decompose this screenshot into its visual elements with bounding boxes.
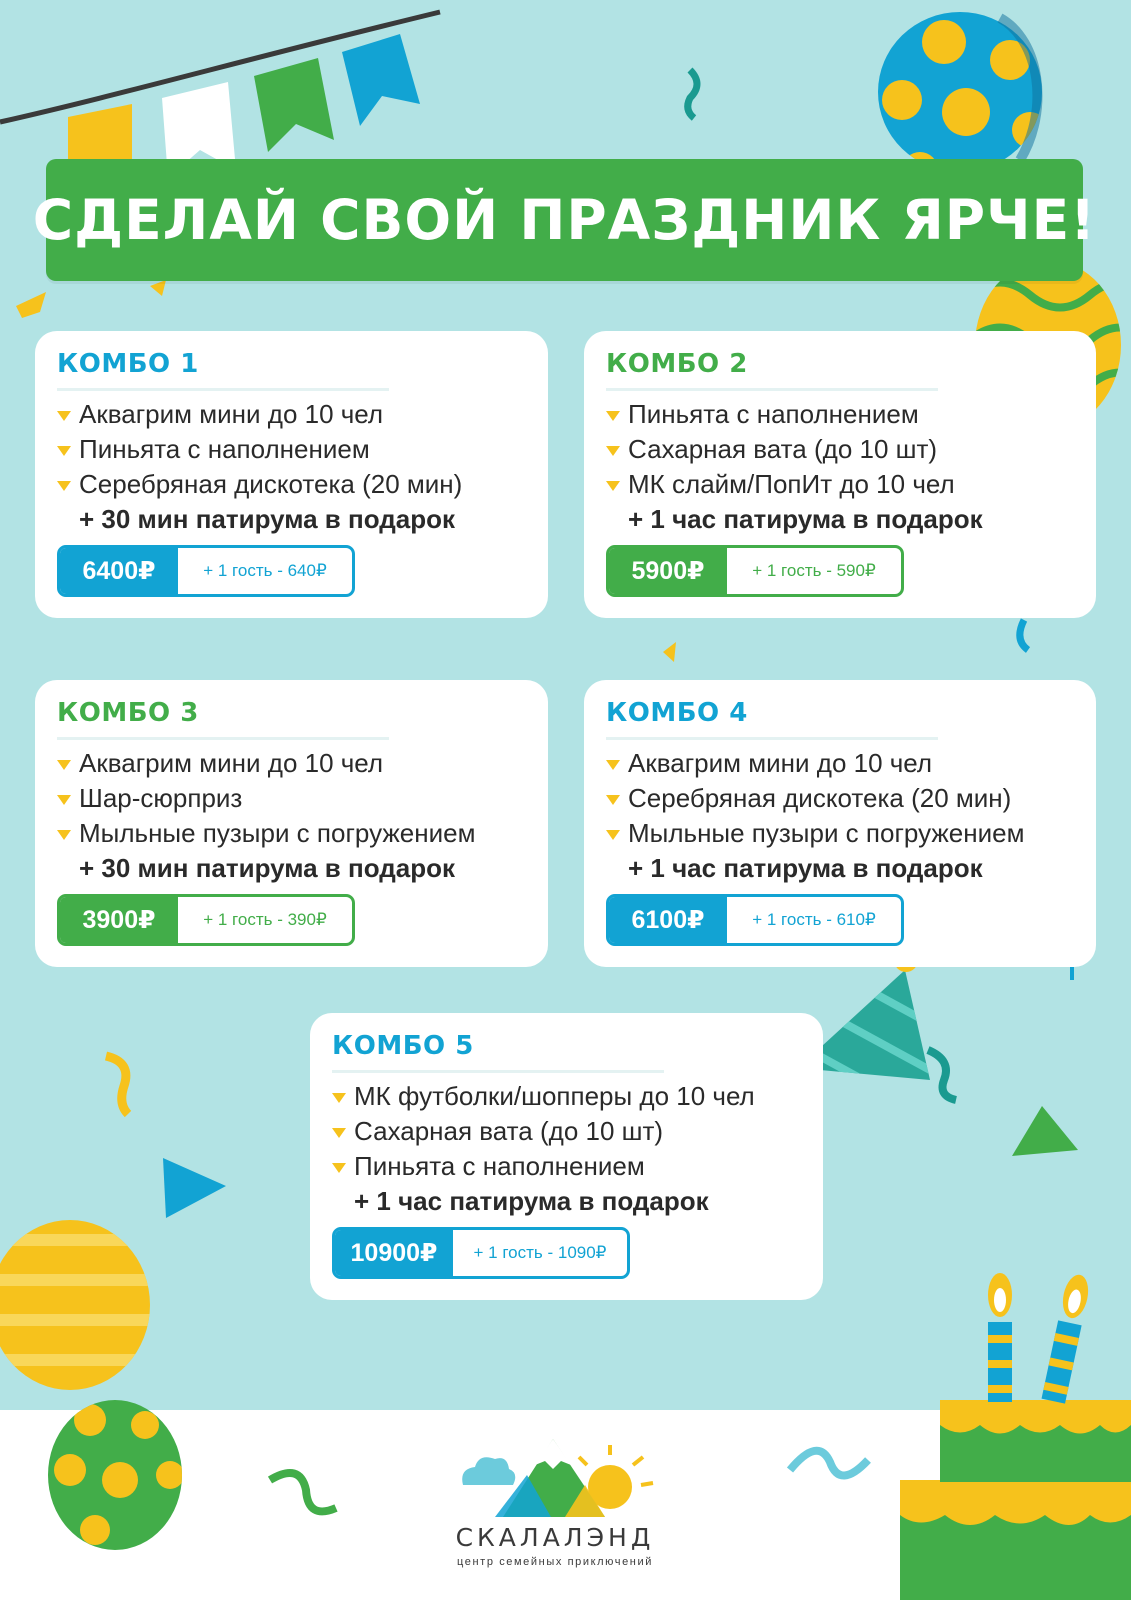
triangle-bullet-icon bbox=[57, 411, 71, 421]
combo-title: КОМБО 2 bbox=[606, 349, 748, 379]
triangle-bullet-icon bbox=[57, 830, 71, 840]
extra-guest-price: + 1 гость - 610₽ bbox=[752, 910, 876, 929]
title-banner bbox=[32, 159, 1097, 281]
page-title: СДЕЛАЙ СВОЙ ПРАЗДНИК ЯРЧЕ! bbox=[32, 188, 1097, 252]
combo-items bbox=[606, 397, 983, 537]
divider bbox=[57, 737, 389, 740]
list-item: Аквагрим мини до 10 чел bbox=[57, 746, 475, 781]
combo-card-4 bbox=[584, 680, 1096, 967]
extra-guest-price: + 1 гость - 590₽ bbox=[752, 561, 876, 580]
triangle-bullet-icon bbox=[606, 411, 620, 421]
divider bbox=[332, 1070, 664, 1073]
list-item: Пиньята с наполнением bbox=[606, 397, 983, 432]
triangle-bullet-icon bbox=[57, 760, 71, 770]
combo-items bbox=[57, 397, 462, 537]
combo-title: КОМБО 1 bbox=[57, 349, 199, 379]
candle-icon bbox=[988, 1273, 1012, 1402]
balloon-icon bbox=[48, 1400, 184, 1550]
logo-tagline: центр семейных приключений bbox=[457, 1556, 653, 1568]
divider bbox=[57, 388, 389, 391]
combo-title: КОМБО 4 bbox=[606, 698, 748, 728]
candle-icon bbox=[1042, 1272, 1092, 1403]
price: 3900₽ bbox=[60, 897, 178, 943]
list-item: Сахарная вата (до 10 шт) bbox=[606, 432, 983, 467]
list-item: Сахарная вата (до 10 шт) bbox=[332, 1114, 755, 1149]
triangle-bullet-icon bbox=[57, 446, 71, 456]
price-box bbox=[332, 1227, 630, 1279]
combo-items bbox=[606, 746, 1024, 886]
combo-card-3 bbox=[35, 680, 548, 967]
combo-items bbox=[57, 746, 475, 886]
divider bbox=[606, 737, 938, 740]
triangle-bullet-icon bbox=[606, 446, 620, 456]
price: 6100₽ bbox=[609, 897, 727, 943]
extra-guest-price: + 1 гость - 1090₽ bbox=[473, 1243, 607, 1262]
triangle-bullet-icon bbox=[332, 1093, 346, 1103]
price: 5900₽ bbox=[609, 548, 727, 594]
triangle-bullet-icon bbox=[606, 830, 620, 840]
list-item: Мыльные пузыри с погружением bbox=[606, 816, 1024, 851]
bonus-text: + 30 мин патирума в подарок bbox=[79, 504, 455, 534]
price-box bbox=[57, 894, 355, 946]
bonus-text: + 1 час патирума в подарок bbox=[628, 504, 983, 534]
bonus-text: + 30 мин патирума в подарок bbox=[79, 853, 455, 883]
divider bbox=[606, 388, 938, 391]
list-item: Аквагрим мини до 10 чел bbox=[57, 397, 462, 432]
combo-card-1 bbox=[35, 331, 548, 618]
combo-items bbox=[332, 1079, 755, 1219]
price: 6400₽ bbox=[60, 548, 178, 594]
price: 10900₽ bbox=[335, 1230, 453, 1276]
list-item: МК футболки/шопперы до 10 чел bbox=[332, 1079, 755, 1114]
triangle-bullet-icon bbox=[606, 481, 620, 491]
balloon-icon bbox=[0, 1220, 160, 1390]
cake-icon bbox=[900, 1272, 1131, 1600]
list-item: Шар-сюрприз bbox=[57, 781, 475, 816]
bonus-text: + 1 час патирума в подарок bbox=[628, 853, 983, 883]
extra-guest-price: + 1 гость - 390₽ bbox=[203, 910, 327, 929]
triangle-bullet-icon bbox=[57, 795, 71, 805]
list-item: Серебряная дискотека (20 мин) bbox=[57, 467, 462, 502]
list-item: Мыльные пузыри с погружением bbox=[57, 816, 475, 851]
list-item: МК слайм/ПопИт до 10 чел bbox=[606, 467, 983, 502]
price-box bbox=[57, 545, 355, 597]
list-item: Пиньята с наполнением bbox=[57, 432, 462, 467]
list-item: Пиньята с наполнением bbox=[332, 1149, 755, 1184]
mountain-logo-icon bbox=[455, 1425, 655, 1523]
combo-title: КОМБО 3 bbox=[57, 698, 199, 728]
triangle-bullet-icon bbox=[57, 481, 71, 491]
triangle-bullet-icon bbox=[332, 1163, 346, 1173]
triangle-bullet-icon bbox=[332, 1128, 346, 1138]
triangle-bullet-icon bbox=[606, 795, 620, 805]
combo-card-5 bbox=[310, 1013, 823, 1300]
price-box bbox=[606, 894, 904, 946]
list-item: Аквагрим мини до 10 чел bbox=[606, 746, 1024, 781]
logo-name: СКАЛАЛЭНД bbox=[455, 1523, 655, 1552]
logo bbox=[455, 1425, 655, 1595]
combo-card-2 bbox=[584, 331, 1096, 618]
triangle-bullet-icon bbox=[606, 760, 620, 770]
list-item: Серебряная дискотека (20 мин) bbox=[606, 781, 1024, 816]
bonus-text: + 1 час патирума в подарок bbox=[354, 1186, 709, 1216]
extra-guest-price: + 1 гость - 640₽ bbox=[203, 561, 327, 580]
price-box bbox=[606, 545, 904, 597]
combo-title: КОМБО 5 bbox=[332, 1031, 474, 1061]
